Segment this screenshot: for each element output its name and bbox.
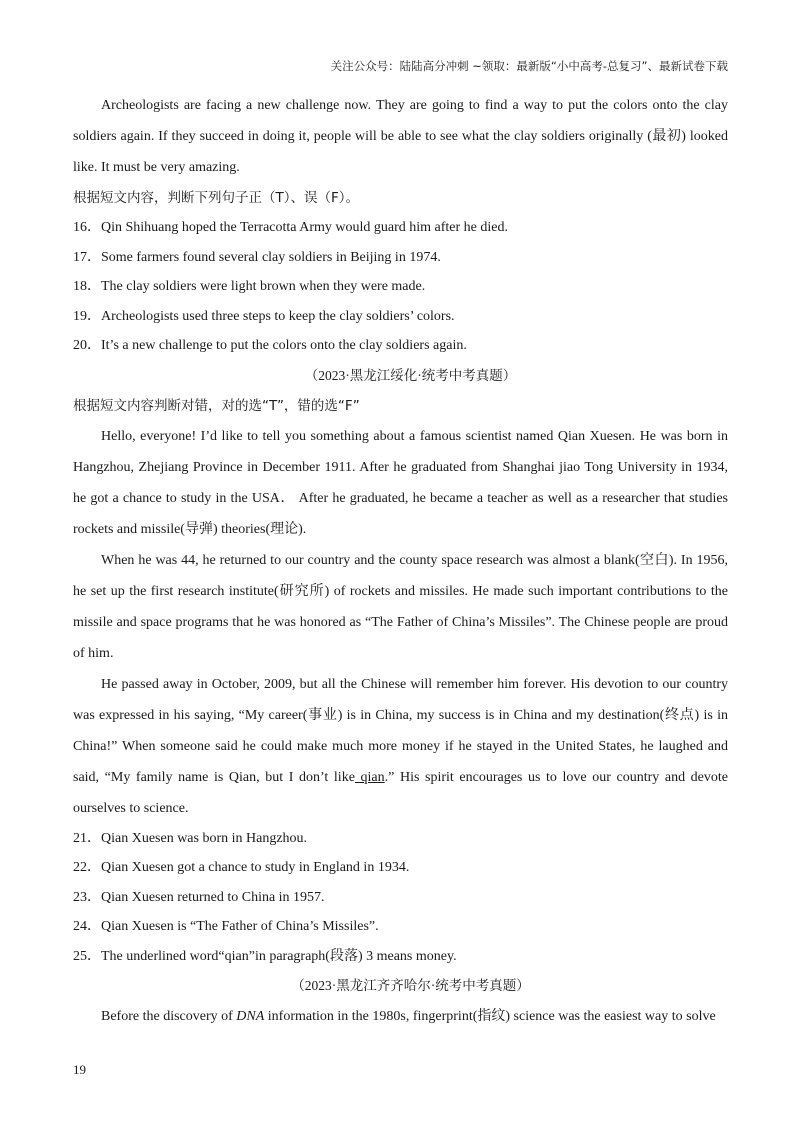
paragraph-3-text-end: .” His spirit encourages us to love our country and devote ourselves to science. [73,769,728,816]
underlined-word-qian: qian [354,769,385,785]
page-content [73,90,728,1032]
passage2-instruction: 根据短文内容判断对错，对的选“T”，错的选“F” [73,397,360,414]
question-17: 17．Some farmers found several clay soldiers in Beijing in 1974. [73,249,441,265]
passage2-paragraph-3 [73,669,728,824]
passage1-instruction: 根据短文内容，判断下列句子正（T）、误（F）。 [73,190,360,206]
passage3-paragraph [73,1001,728,1032]
page-number: 19 [73,1062,86,1077]
question-23: 23．Qian Xuesen returned to China in 1957. [73,889,325,905]
question-20: 20．It’s a new challenge to put the colors onto the clay soldiers again. [73,338,467,353]
question-18: 18．The clay soldiers were light brown when they were made. [73,279,426,294]
question-16: 16．Qin Shihuang hoped the Terracotta Army would guard him after he died. [73,220,508,235]
passage3-source: （2023·黑龙江齐齐哈尔·统考中考真题） [291,978,530,993]
passage2-paragraph-2: When he was 44, he returned to our country and the county space research was almost a blank(空白). In 1956, he set up the first research institute(研究所) of rockets and missiles. He made such important contributions to the missile and space programs that he was honored as “The Father of China’s Missiles”. The Chinese people are proud of him. [73,552,728,661]
question-25: 25．The underlined word“qian”in paragraph(段落) 3 means money. [73,948,457,964]
question-24: 24．Qian Xuesen is “The Father of China’s Missiles”. [73,919,379,934]
paragraph-3-text-start: He passed away in October, 2009, but all the Chinese will remember him forever. His devotion to our country was expressed in his saying, “My career(事业) is in China, my success is in China and my destination(终点) is in China!” When someone said he could make much more money if he stayed in the United States, he laughed and said, “My family name is Qian, but I don’t like [73,676,728,785]
question-22: 22．Qian Xuesen got a chance to study in England in 1934. [73,860,410,875]
page-header: 关注公众号：陆陆高分冲刺 ~领取：最新版“小中高考-总复习”、最新试卷下载 [330,59,728,73]
question-21: 21．Qian Xuesen was born in Hangzhou. [73,830,308,846]
dna-term: DNA [236,1009,265,1024]
passage1-paragraph: Archeologists are facing a new challenge now. They are going to find a way to put the colors onto the clay soldiers again. If they succeed in doing it, people will be able to see what the clay soldiers originally (最初) looked like. It must be very amazing. [73,98,728,175]
passage3-text-start: Before the discovery of [101,1009,237,1024]
passage3-text-end: information in the 1980s, fingerprint(指纹) science was the easiest way to solve [264,1009,716,1024]
passage2-paragraph-1: Hello, everyone! I’d like to tell you something about a famous scientist named Qian Xuesen. He was born in Hangzhou, Zhejiang Province in December 1911. After he graduated from Shanghai jiao Tong University in 1934, he got a chance to study in the USA． After he graduated, he became a teacher as well as a researcher that studies rockets and missile(导弹) theories(理论). [73,428,728,537]
passage2-source: （2023·黑龙江绥化·统考中考真题） [304,367,517,383]
question-19: 19．Archeologists used three steps to keep the clay soldiers’ colors. [73,308,455,324]
